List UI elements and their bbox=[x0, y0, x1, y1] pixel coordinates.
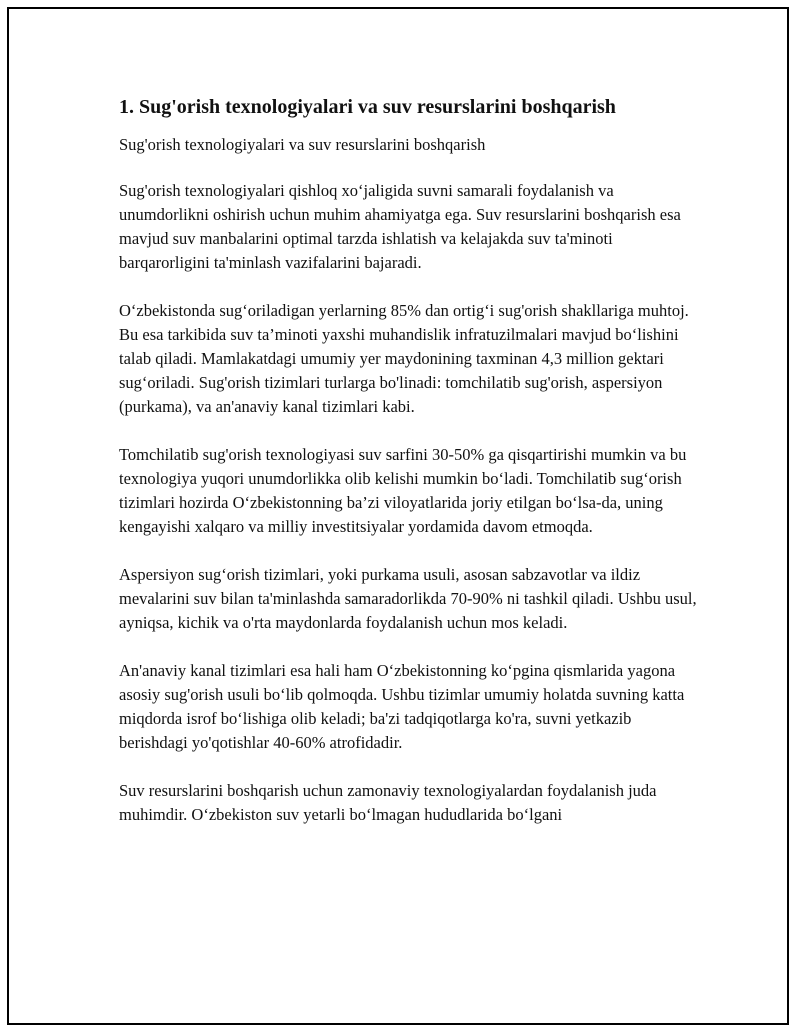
paragraph-canal-systems: An'anaviy kanal tizimlari esa hali ham O‘zbekistonning ko‘pgina qismlarida yagona asosiy sug'orish usuli bo‘lib qolmoqda. Ushbu tizimlar umumiy holatda suvning katta miqdorda isrof bo‘lishiga olib keladi; ba'zi tadqiqotlarga ko'ra, suvni yetkazib berishdagi yo'qotishlar 40-60% atrofidadir. bbox=[119, 661, 685, 752]
paragraph-irrigated-land: O‘zbekistonda sug‘oriladigan yerlarning 85% dan ortig‘i sug'orish shakllariga muhtoj. Bu esa tarkibida suv ta’minoti yaxshi muhandislik infratuzilmalari mavjud bo‘lishini talab qiladi. Mamlakatdagi umumiy yer maydonining taxminan 4,3 million gektari sug‘oriladi. Sug'orish tizimlari turlarga bo'linadi: tomchilatib sug'orish, aspersiyon (purkama), va an'anaviy kanal tizimlari kabi. bbox=[119, 301, 689, 416]
section-heading: 1. Sug'orish texnologiyalari va suv resurslarini boshqarish bbox=[119, 96, 616, 118]
document-body bbox=[119, 93, 699, 851]
paragraph-sprinkler-irrigation: Aspersiyon sug‘orish tizimlari, yoki purkama usuli, asosan sabzavotlar va ildiz mevalarini suv bilan ta'minlashda samaradorlikda 70-90% ni tashkil qiladi. Ushbu usul, ayniqsa, kichik va o'rta maydonlarda foydalanish uchun mos keladi. bbox=[119, 565, 697, 632]
paragraph-drip-irrigation: Tomchilatib sug'orish texnologiyasi suv sarfini 30-50% ga qisqartirishi mumkin va bu texnologiya yuqori unumdorlikka olib kelishi mumkin bo‘ladi. Tomchilatib sug‘orish tizimlari hozirda O‘zbekistonning ba’zi viloyatlarida joriy etilgan bo‘lsa-da, uning kengayishi xalqaro va milliy investitsiyalar yordamida davom etmoqda. bbox=[119, 445, 687, 536]
document-page bbox=[7, 7, 789, 1025]
paragraph-intro: Sug'orish texnologiyalari qishloq xo‘jaligida suvni samarali foydalanish va unumdorlikni oshirish uchun muhim ahamiyatga ega. Suv resurslarini boshqarish esa mavjud suv manbalarini optimal tarzda ishlatish va kelajakda suv ta'minoti barqarorligini ta'minlash vazifalarini bajaradi. bbox=[119, 181, 681, 272]
section-subtitle: Sug'orish texnologiyalari va suv resurslarini boshqarish bbox=[119, 135, 486, 154]
paragraph-water-management: Suv resurslarini boshqarish uchun zamonaviy texnologiyalardan foydalanish juda muhimdir. O‘zbekiston suv yetarli bo‘lmagan hududlarida bo‘lgani bbox=[119, 781, 657, 824]
